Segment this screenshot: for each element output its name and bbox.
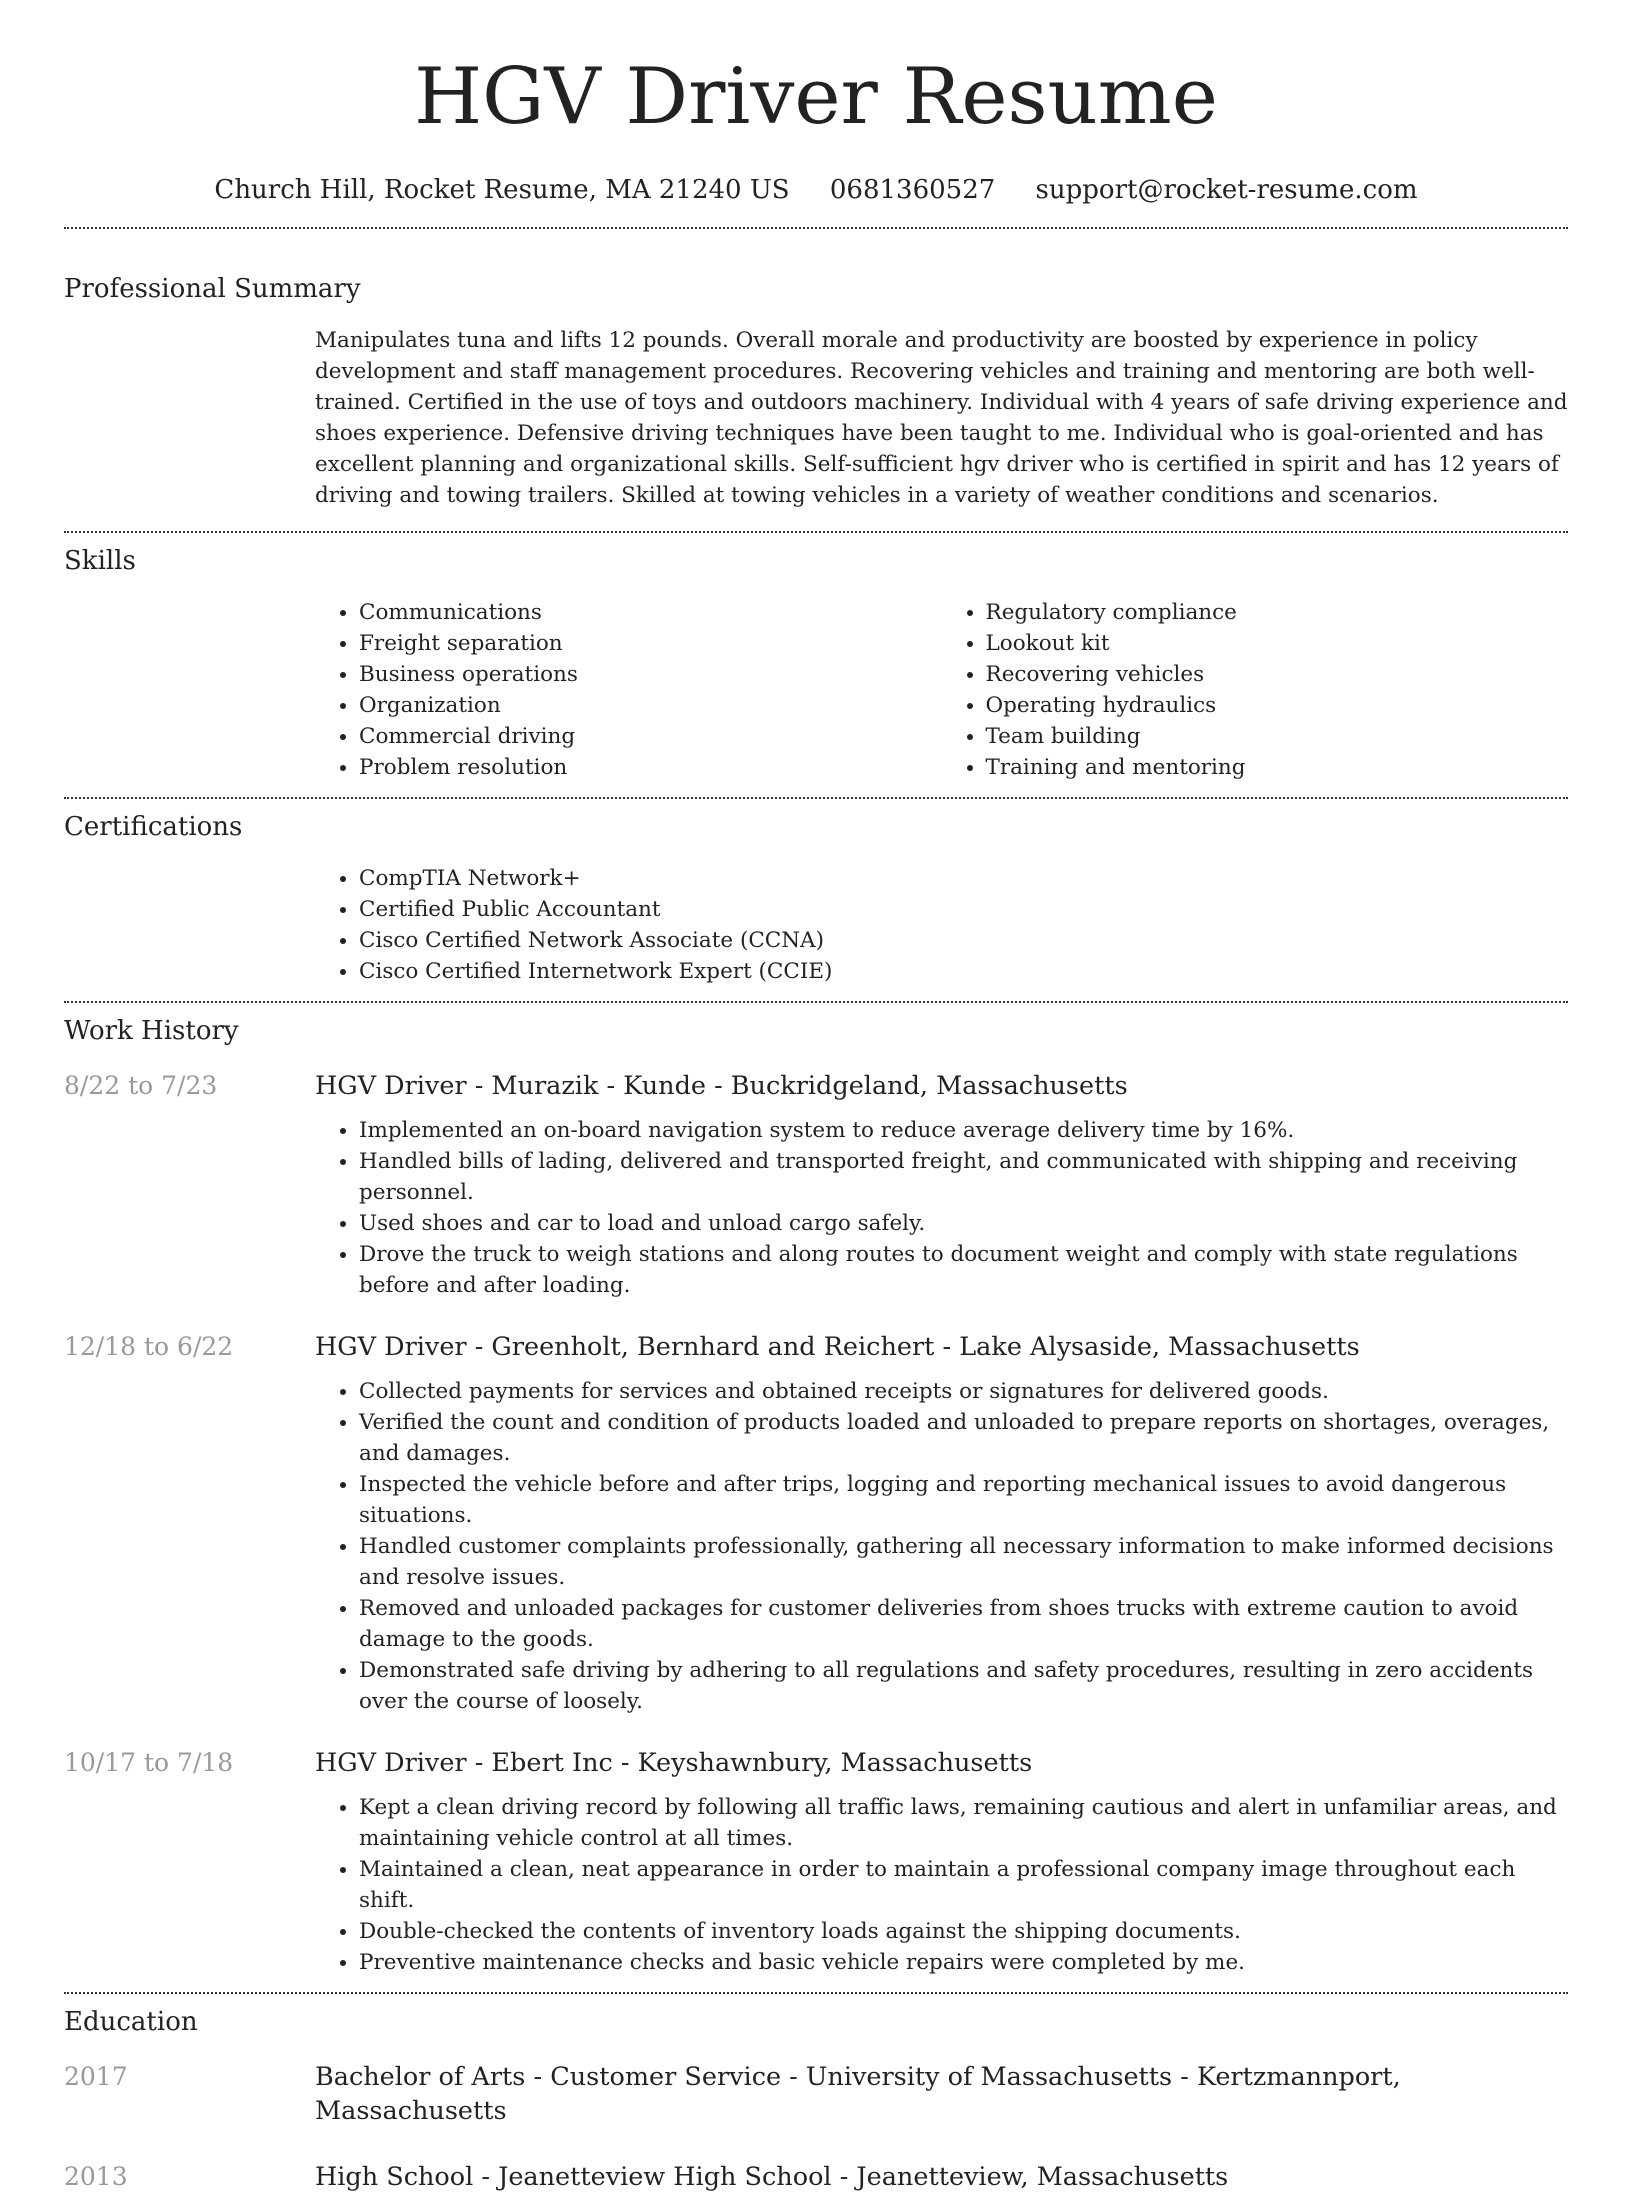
skill-item: • Training and mentoring bbox=[986, 752, 1569, 783]
job-bullet: • Removed and unloaded packages for customer deliveries from shoes trucks with extreme caution to avoid damage to the goods. bbox=[359, 1593, 1568, 1655]
resume-title: HGV Driver Resume bbox=[414, 52, 1218, 142]
skills-list-left bbox=[315, 597, 942, 783]
job-bullet: • Demonstrated safe driving by adhering to all regulations and safety procedures, resulting in zero accidents over the course of loosely. bbox=[359, 1655, 1568, 1717]
education-year: 2017 bbox=[64, 2062, 128, 2091]
skill-item: • Operating hydraulics bbox=[986, 690, 1569, 721]
certifications-heading: Certifications bbox=[64, 812, 243, 842]
job-title: HGV Driver - Ebert Inc - Keyshawnbury, Massachusetts bbox=[315, 1748, 1033, 1778]
skill-item: • Freight separation bbox=[359, 628, 942, 659]
skills-heading: Skills bbox=[64, 546, 136, 576]
divider bbox=[64, 1001, 1568, 1003]
job-bullets bbox=[315, 1115, 1568, 1301]
job-dates: 8/22 to 7/23 bbox=[64, 1071, 218, 1100]
education-title: Bachelor of Arts - Customer Service - University of Massachusetts - Kertzmannport, Massachusetts bbox=[315, 2062, 1401, 2126]
job-bullets bbox=[315, 1376, 1568, 1717]
skill-item: • Lookout kit bbox=[986, 628, 1569, 659]
job-content bbox=[315, 1330, 1568, 1717]
skills-body bbox=[315, 597, 1568, 783]
education-title: High School - Jeanetteview High School - Jeanetteview, Massachusetts bbox=[315, 2162, 1229, 2192]
certification-item: • Certified Public Accountant bbox=[359, 894, 1568, 925]
job-content bbox=[315, 1069, 1568, 1301]
skill-item: • Regulatory compliance bbox=[986, 597, 1569, 628]
divider bbox=[64, 227, 1568, 229]
education-heading: Education bbox=[64, 2007, 198, 2037]
job-bullet: • Collected payments for services and obtained receipts or signatures for delivered goods. bbox=[359, 1376, 1568, 1407]
education-entry bbox=[64, 2160, 1568, 2194]
work-section bbox=[64, 1013, 1568, 1049]
summary-text: Manipulates tuna and lifts 12 pounds. Overall morale and productivity are boosted by experience in policy development and staff management procedures. Recovering vehicles and training and mentoring are both well-trained. Certified in the use of toys and outdoors machinery. Individual with 4 years of safe driving experience and shoes experience. Defensive driving techniques have been taught to me. Individual who is goal-oriented and has excellent planning and organizational skills. Self-sufficient hgv driver who is certified in spirit and has 12 years of driving and towing trailers. Skilled at towing vehicles in a variety of weather conditions and scenarios. bbox=[315, 328, 1568, 508]
job-content bbox=[315, 1746, 1568, 1978]
contact-phone: 0681360527 bbox=[829, 175, 996, 205]
skills-list-right bbox=[942, 597, 1569, 783]
job-dates: 10/17 to 7/18 bbox=[64, 1748, 234, 1777]
job-bullet: • Double-checked the contents of inventory loads against the shipping documents. bbox=[359, 1916, 1568, 1947]
job-entry bbox=[64, 1330, 1568, 1717]
skill-item: • Team building bbox=[986, 721, 1569, 752]
skill-item: • Recovering vehicles bbox=[986, 659, 1569, 690]
contact-email: support@rocket-resume.com bbox=[1035, 175, 1418, 205]
job-bullet: • Maintained a clean, neat appearance in order to maintain a professional company image throughout each shift. bbox=[359, 1854, 1568, 1916]
divider bbox=[64, 1992, 1568, 1994]
education-year: 2013 bbox=[64, 2162, 128, 2191]
job-bullet: • Verified the count and condition of products loaded and unloaded to prepare reports on shortages, overages, and damages. bbox=[359, 1407, 1568, 1469]
job-bullet: • Drove the truck to weigh stations and along routes to document weight and comply with state regulations before and after loading. bbox=[359, 1239, 1568, 1301]
skills-section bbox=[64, 543, 1568, 783]
job-bullet: • Used shoes and car to load and unload cargo safely. bbox=[359, 1208, 1568, 1239]
job-title: HGV Driver - Murazik - Kunde - Buckridgeland, Massachusetts bbox=[315, 1071, 1128, 1101]
summary-section bbox=[64, 271, 1568, 511]
education-section bbox=[64, 2004, 1568, 2040]
job-entry bbox=[64, 1746, 1568, 1978]
skill-item: • Communications bbox=[359, 597, 942, 628]
certifications-body bbox=[315, 863, 1568, 987]
job-dates: 12/18 to 6/22 bbox=[64, 1332, 234, 1361]
contact-line bbox=[0, 170, 1632, 210]
job-bullet: • Handled bills of lading, delivered and transported freight, and communicated with shipping and receiving personnel. bbox=[359, 1146, 1568, 1208]
job-bullet: • Implemented an on-board navigation system to reduce average delivery time by 16%. bbox=[359, 1115, 1568, 1146]
contact-address: Church Hill, Rocket Resume, MA 21240 US bbox=[214, 175, 790, 205]
skill-item: • Commercial driving bbox=[359, 721, 942, 752]
job-bullets bbox=[315, 1792, 1568, 1978]
certification-item: • CompTIA Network+ bbox=[359, 863, 1568, 894]
job-entry bbox=[64, 1069, 1568, 1301]
certification-item: • Cisco Certified Network Associate (CCNA) bbox=[359, 925, 1568, 956]
summary-body bbox=[315, 325, 1568, 511]
job-bullet: • Preventive maintenance checks and basic vehicle repairs were completed by me. bbox=[359, 1947, 1568, 1978]
job-bullet: • Inspected the vehicle before and after trips, logging and reporting mechanical issues to avoid dangerous situations. bbox=[359, 1469, 1568, 1531]
summary-heading: Professional Summary bbox=[64, 274, 361, 304]
certifications-list bbox=[315, 863, 1568, 987]
divider bbox=[64, 797, 1568, 799]
skill-item: • Organization bbox=[359, 690, 942, 721]
divider bbox=[64, 531, 1568, 533]
skill-item: • Problem resolution bbox=[359, 752, 942, 783]
job-title: HGV Driver - Greenholt, Bernhard and Reichert - Lake Alysaside, Massachusetts bbox=[315, 1332, 1360, 1362]
work-heading: Work History bbox=[64, 1016, 239, 1046]
job-bullet: • Kept a clean driving record by following all traffic laws, remaining cautious and alert in unfamiliar areas, and maintaining vehicle control at all times. bbox=[359, 1792, 1568, 1854]
job-bullet: • Handled customer complaints professionally, gathering all necessary information to make informed decisions and resolve issues. bbox=[359, 1531, 1568, 1593]
education-entry bbox=[64, 2060, 1568, 2128]
certification-item: • Cisco Certified Internetwork Expert (CCIE) bbox=[359, 956, 1568, 987]
certifications-section bbox=[64, 809, 1568, 987]
skill-item: • Business operations bbox=[359, 659, 942, 690]
